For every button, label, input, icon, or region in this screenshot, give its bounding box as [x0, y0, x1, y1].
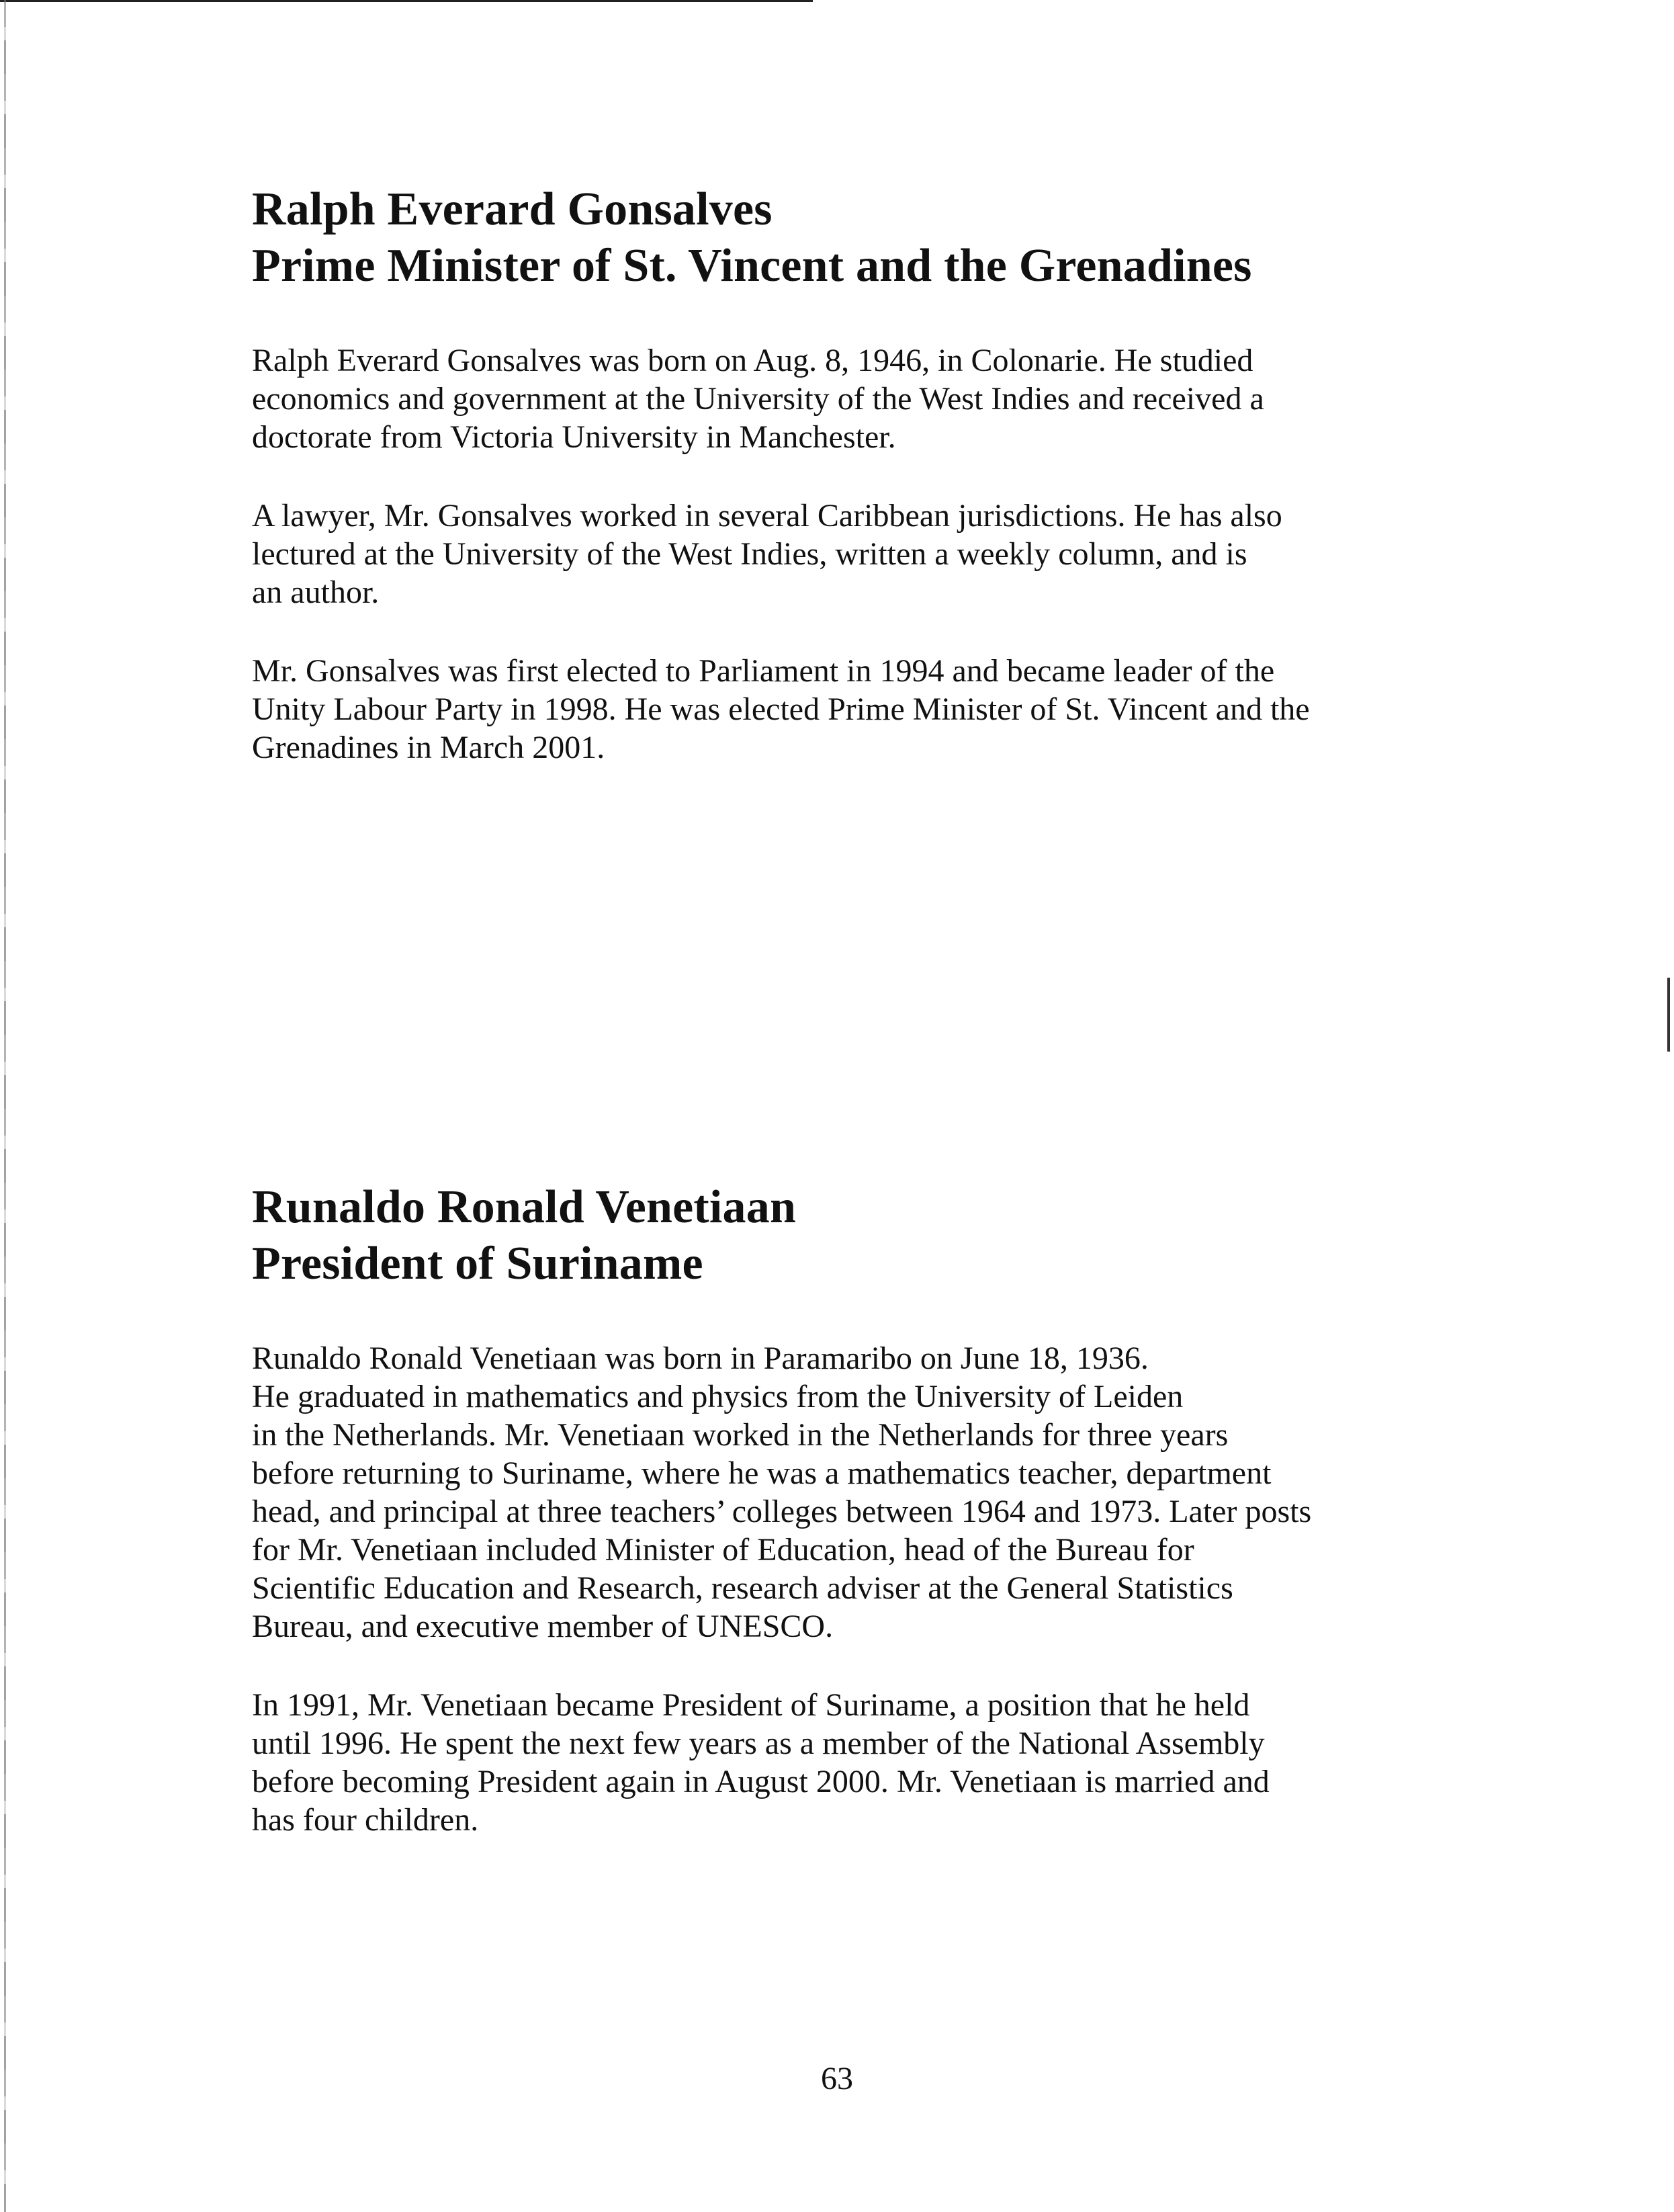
- text-line: A lawyer, Mr. Gonsalves worked in several Caribbean jurisdictions. He has also: [252, 498, 1282, 534]
- text-line: economics and government at the University of the West Indies and received a: [252, 381, 1264, 417]
- text-line: Mr. Gonsalves was first elected to Parliament in 1994 and became leader of the: [252, 653, 1275, 689]
- text-line: before becoming President again in August 2000. Mr. Venetiaan is married and: [252, 1764, 1270, 1799]
- page-number: 63: [821, 2061, 853, 2096]
- text-line: Scientific Education and Research, research adviser at the General Statistics: [252, 1570, 1233, 1606]
- bio-title: Prime Minister of St. Vincent and the Grenadines: [252, 240, 1252, 292]
- text-line: Runaldo Ronald Venetiaan was born in Paramaribo on June 18, 1936.: [252, 1341, 1149, 1376]
- text-line: Bureau, and executive member of UNESCO.: [252, 1609, 834, 1644]
- text-line: an author.: [252, 575, 380, 610]
- text-line: in the Netherlands. Mr. Venetiaan worked in the Netherlands for three years: [252, 1417, 1229, 1453]
- text-line: head, and principal at three teachers’ colleges between 1964 and 1973. Later posts: [252, 1494, 1312, 1529]
- scan-top-rule: [0, 0, 813, 2]
- text-line: before returning to Suriname, where he was a mathematics teacher, department: [252, 1455, 1272, 1491]
- bio-section-gonsalves: [252, 181, 1407, 807]
- bio-section-venetiaan: [252, 1179, 1407, 1879]
- text-line: until 1996. He spent the next few years as a member of the National Assembly: [252, 1726, 1265, 1761]
- bio-headings: [252, 1179, 1407, 1292]
- scan-right-mark: [1667, 978, 1670, 1052]
- bio-paragraph: [252, 341, 1407, 456]
- bio-paragraph: [252, 1686, 1407, 1839]
- text-line: lectured at the University of the West Indies, written a weekly column, and is: [252, 536, 1247, 572]
- bio-paragraph: [252, 652, 1407, 767]
- bio-headings: [252, 181, 1407, 294]
- bio-paragraph: [252, 1339, 1407, 1646]
- scan-left-edge: [4, 0, 6, 2212]
- text-line: Grenadines in March 2001.: [252, 730, 605, 765]
- text-line: He graduated in mathematics and physics from the University of Leiden: [252, 1379, 1184, 1414]
- text-line: Unity Labour Party in 1998. He was elected Prime Minister of St. Vincent and the: [252, 691, 1310, 727]
- text-line: has four children.: [252, 1802, 479, 1838]
- text-line: for Mr. Venetiaan included Minister of Education, head of the Bureau for: [252, 1532, 1194, 1568]
- text-line: doctorate from Victoria University in Manchester.: [252, 419, 896, 455]
- bio-name: Runaldo Ronald Venetiaan: [252, 1181, 797, 1233]
- bio-name: Ralph Everard Gonsalves: [252, 183, 773, 235]
- text-line: Ralph Everard Gonsalves was born on Aug. 8, 1946, in Colonarie. He studied: [252, 343, 1253, 378]
- bio-title: President of Suriname: [252, 1238, 703, 1289]
- text-line: In 1991, Mr. Venetiaan became President of Suriname, a position that he held: [252, 1687, 1250, 1723]
- bio-paragraph: [252, 497, 1407, 611]
